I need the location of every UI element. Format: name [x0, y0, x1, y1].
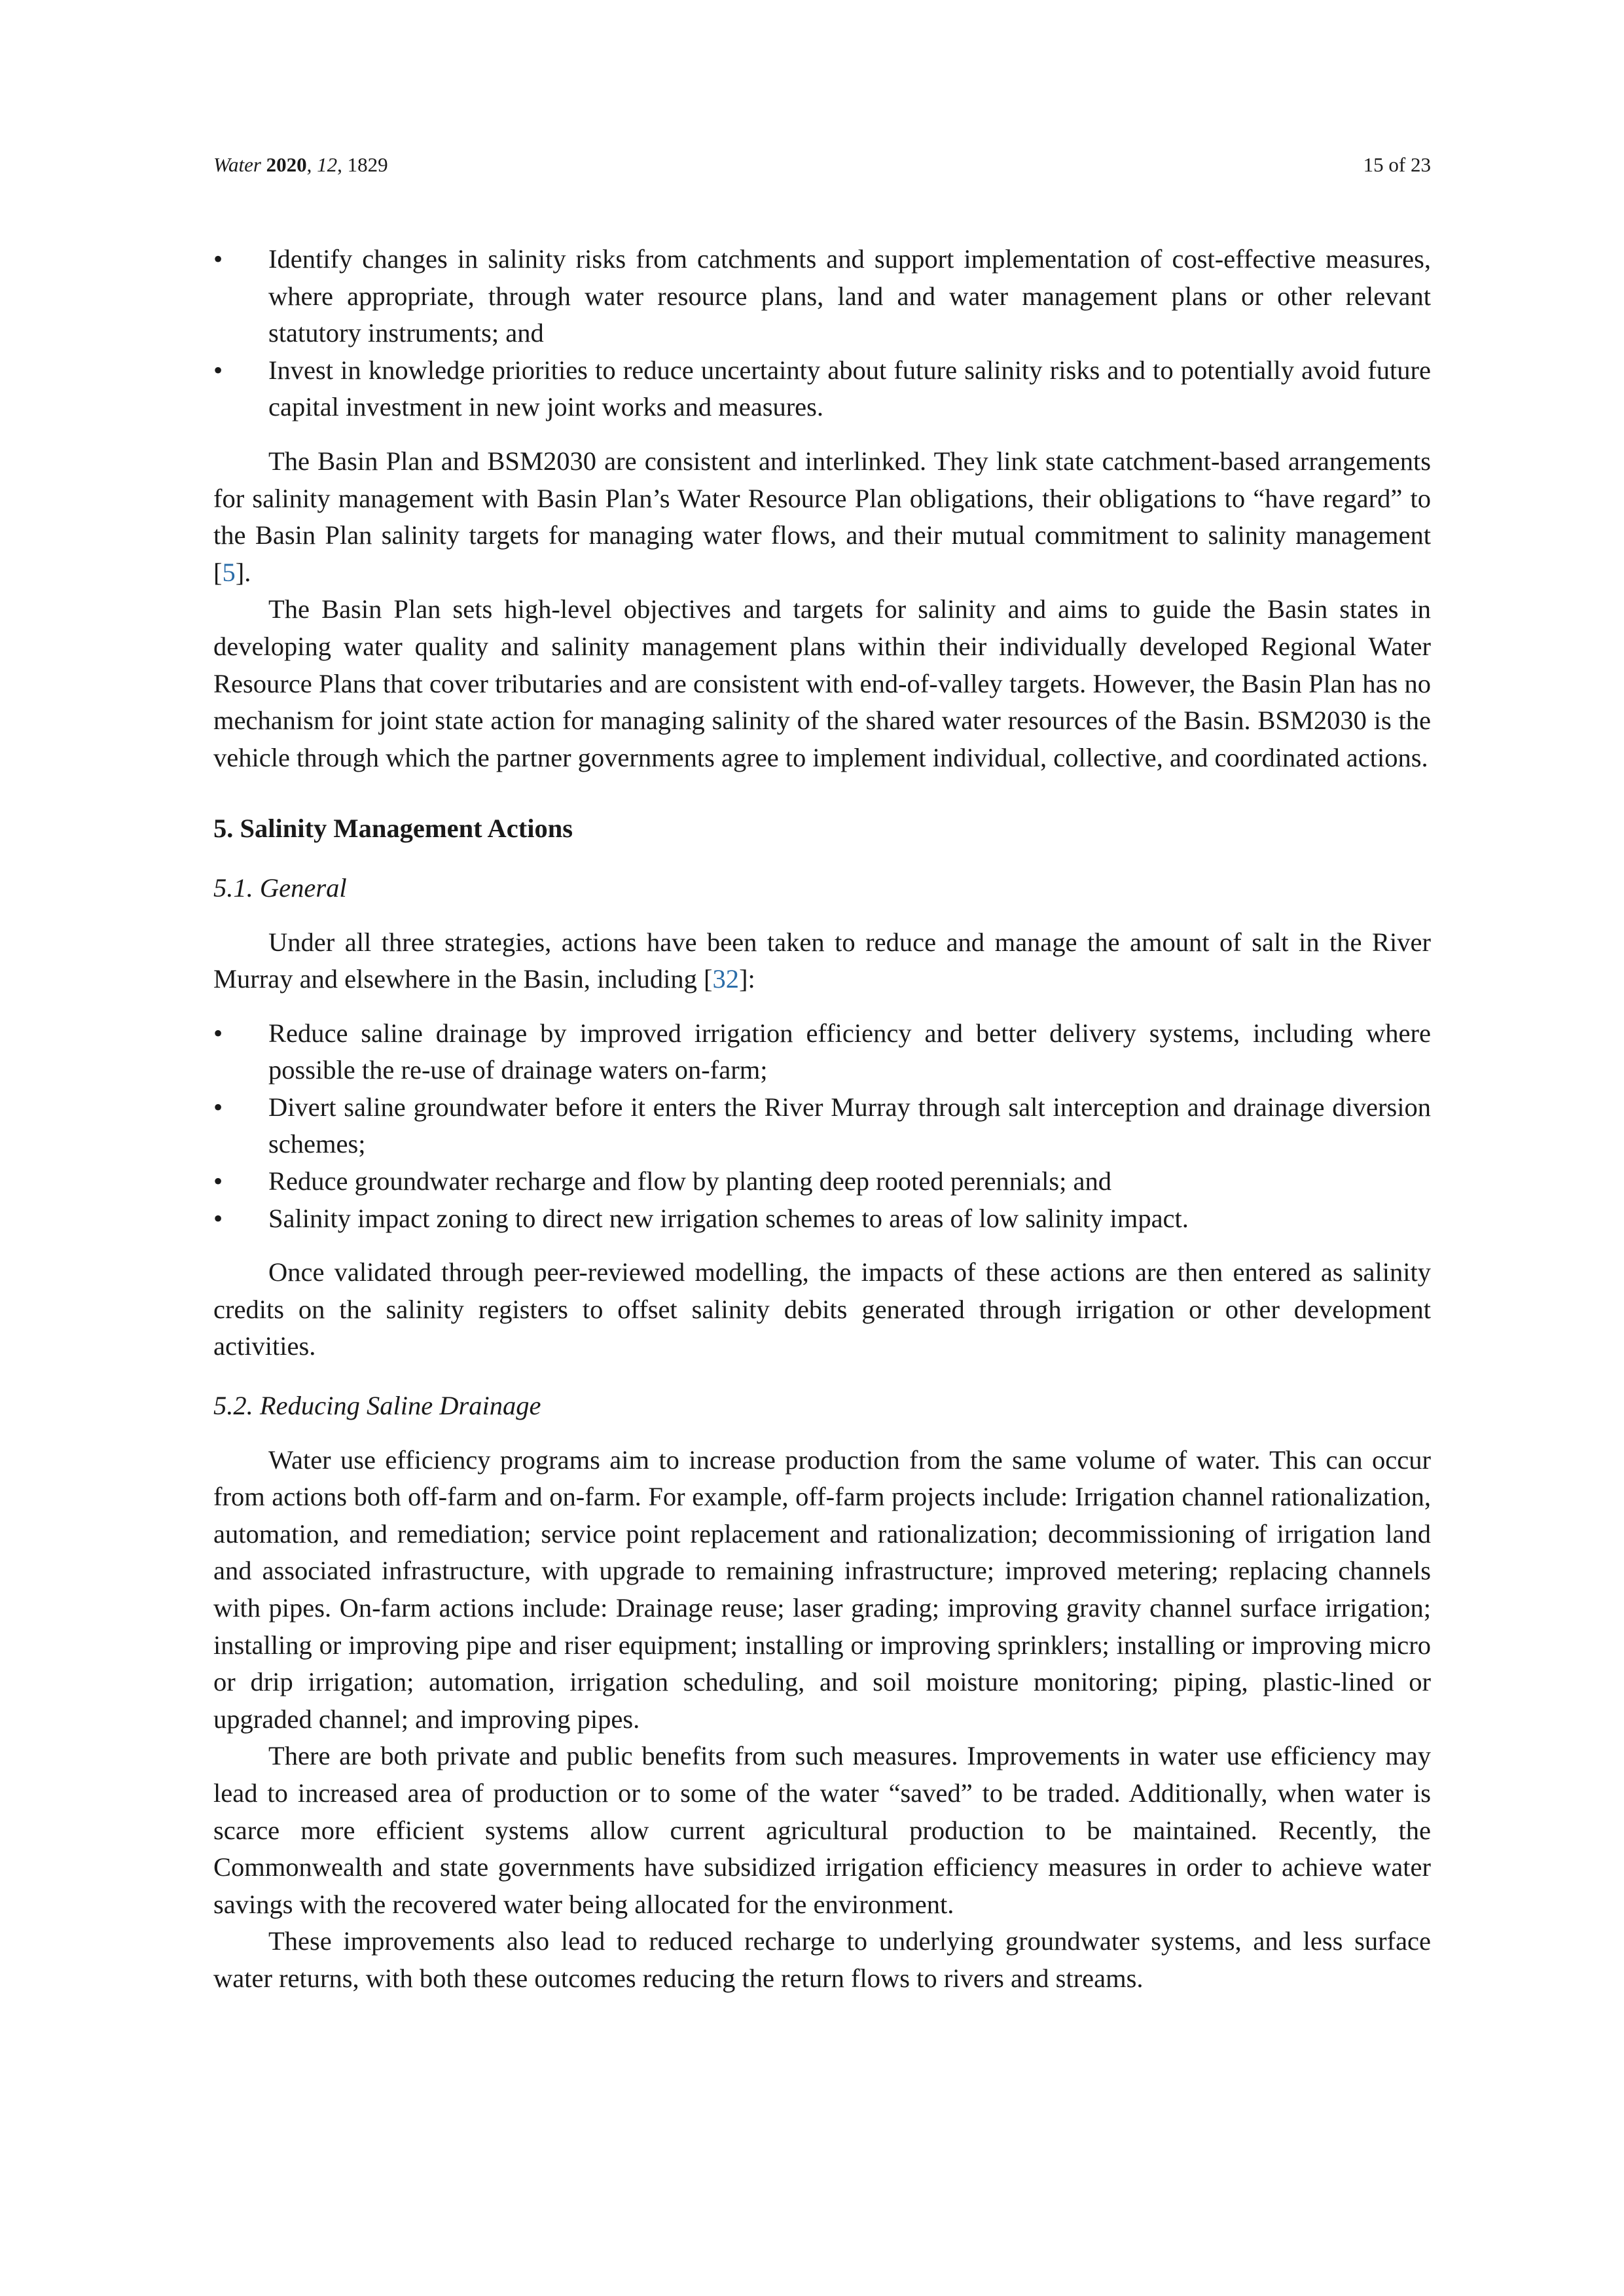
list-item-text: Reduce groundwater recharge and flow by planting deep rooted perennials; and — [268, 1166, 1112, 1196]
citation-link[interactable]: 5 — [222, 557, 236, 587]
list-item — [213, 1200, 1431, 1238]
header-comma-1: , — [306, 153, 317, 176]
list-item-text: Salinity impact zoning to direct new irrigation schemes to areas of low salinity impact. — [268, 1203, 1189, 1233]
paragraph-basin-plan: The Basin Plan sets high-level objectives and targets for salinity and aims to guide the Basin states in developing water quality and salinity management plans within their individually developed Regional Water Resource Plans that cover tributaries and are consistent with end-of-valley targets. However, the Basin Plan has no mechanism for joint state action for managing salinity of the shared water resources of the Basin. BSM2030 is the vehicle through which the partner governments agree to implement individual, collective, and coordinated actions. — [213, 594, 1431, 772]
article-body — [213, 241, 1431, 1998]
list-item-text: Identify changes in salinity risks from catchments and support implementation of cost-effective measures, where appropriate, through water resource plans, land and water management plans or other relevant statutory instruments; and — [268, 244, 1431, 348]
paragraph-intro — [213, 924, 1431, 998]
paragraph-text: Under all three strategies, actions have been taken to reduce and manage the amount of salt in the River Murray and elsewhere in the Basin, including [ — [213, 927, 1431, 994]
citation-link[interactable]: 32 — [712, 964, 740, 994]
list-item — [213, 1015, 1431, 1089]
list-item — [213, 352, 1431, 426]
header-comma-2: , — [337, 153, 348, 176]
bullet-icon: • — [213, 1092, 223, 1122]
paragraph-validated: Once validated through peer-reviewed modelling, the impacts of these actions are then entered as salinity credits on the salinity registers to offset salinity debits generated through irrigation or other development activities. — [213, 1257, 1431, 1361]
section-heading: 5. Salinity Management Actions — [213, 814, 573, 844]
paragraph-interlinked — [213, 443, 1431, 591]
bullet-icon: • — [213, 1203, 223, 1233]
list-item — [213, 1089, 1431, 1163]
paragraph-recharge: These improvements also lead to reduced recharge to underlying groundwater systems, and less surface water returns, with both these outcomes reducing the return flows to rivers and streams. — [213, 1926, 1431, 1993]
bullet-icon: • — [213, 1166, 223, 1196]
subsection-heading-drainage: 5.2. Reducing Saline Drainage — [213, 1391, 541, 1421]
paragraph-text-end: ]. — [235, 557, 251, 587]
page-indicator: 15 of 23 — [1363, 153, 1431, 176]
bullet-list-top — [213, 241, 1431, 426]
list-item — [213, 1163, 1431, 1200]
list-item-text: Invest in knowledge priorities to reduce uncertainty about future salinity risks and to potentially avoid future capital investment in new joint works and measures. — [268, 355, 1431, 422]
journal-volume: 12 — [317, 153, 338, 176]
bullet-list-actions — [213, 1015, 1431, 1238]
bullet-icon: • — [213, 355, 223, 385]
running-header — [213, 152, 1431, 178]
paragraph-efficiency: Water use efficiency programs aim to increase production from the same volume of water. This can occur from actions both off-farm and on-farm. For example, off-farm projects include: Irrigation channel rationalization, automation, and remediation; service point replacement and rationalization; decommissioning of irrigation land and associated infrastructure, with upgrade to remaining infrastructure; improved metering; replacing channels with pipes. On-farm actions include: Drainage reuse; laser grading; improving gravity channel surface irrigation; installing or improving pipe and riser equipment; installing or improving sprinklers; installing or improving micro or drip irrigation; automation, irrigation scheduling, and soil moisture monitoring; piping, plastic-lined or upgraded channel; and improving pipes. — [213, 1444, 1431, 1734]
subsection-heading-general: 5.1. General — [213, 872, 347, 903]
bullet-icon: • — [213, 1018, 223, 1048]
journal-year: 2020 — [266, 153, 307, 176]
bullet-icon: • — [213, 244, 223, 274]
paragraph-text-end: ]: — [739, 964, 755, 994]
list-item — [213, 241, 1431, 352]
list-item-text: Reduce saline drainage by improved irrigation efficiency and better delivery systems, including where possible the re-use of drainage waters on-farm; — [268, 1018, 1431, 1085]
article-number: 1829 — [347, 153, 388, 176]
paragraph-benefits: There are both private and public benefits from such measures. Improvements in water use efficiency may lead to increased area of production or to some of the water “saved” to be traded. Additionally, when water is scarce more efficient systems allow current agricultural production to be maintained. Recently, the Commonwealth and state governments have subsidized irrigation efficiency measures in order to achieve water savings with the recovered water being allocated for the environment. — [213, 1741, 1431, 1919]
paragraph-text: The Basin Plan and BSM2030 are consistent and interlinked. They link state catchment-based arrangements for salinity management with Basin Plan’s Water Resource Plan obligations, their obligations to “have regard” to the Basin Plan salinity targets for managing water flows, and their mutual commitment to salinity management [ — [213, 446, 1431, 587]
list-item-text: Divert saline groundwater before it enters the River Murray through salt interception and drainage diversion schemes; — [268, 1092, 1431, 1159]
journal-name: Water — [213, 153, 261, 176]
